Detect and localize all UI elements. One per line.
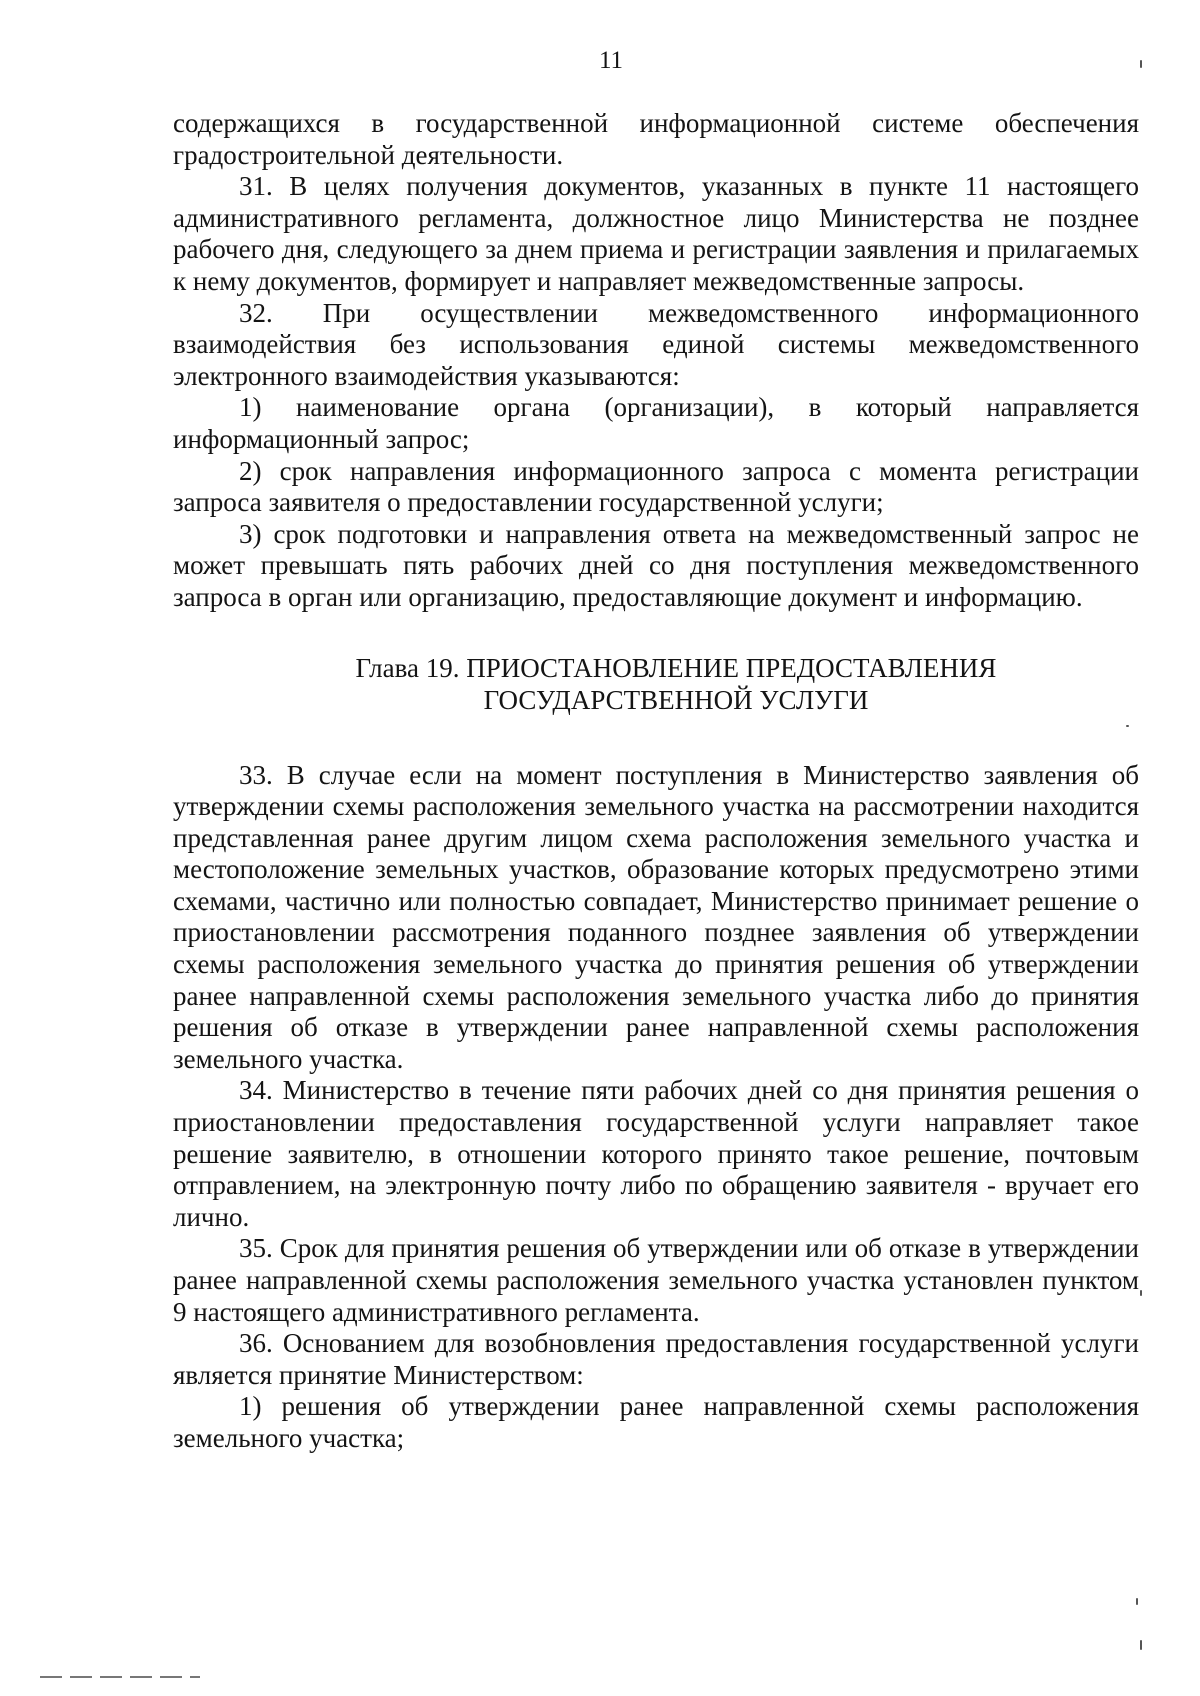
paragraph-33: 33. В случае если на момент поступления в Министерство заявления об утверждении схемы расположения земельного участка на рассмотрении находится представленная ранее другим лицом схема расположения земельного участка и местоположение земельных участков, образование которых предусмотрено этими схемами, частично или полностью совпадает, Министерство принимает решение о приостановлении рассмотрения поданного позднее заявления об утверждении схемы расположения земельного участка до принятия решения об утверждении ранее направленной схемы расположения земельного участка либо до принятия решения об отказе в утверждении ранее направленной схемы расположения земельного участка. (173, 759, 1139, 1074)
scan-footer-line (40, 1676, 200, 1678)
scan-artifact (1140, 60, 1142, 68)
paragraph-36: 36. Основанием для возобновления предоставления государственной услуги является принятие Министерством: (173, 1328, 1139, 1390)
list-item-32-2: 2) срок направления информационного запроса с момента регистрации запроса заявителя о предоставлении государственной услуги; (173, 455, 1139, 518)
list-item-32-1: 1) наименование органа (организации), в который направляется информационный запрос; (173, 392, 1139, 454)
scan-artifact (1136, 1598, 1138, 1605)
paragraph-31: 31. В целях получения документов, указанных в пункте 11 настоящего административного регламента, должностное лицо Министерства не позднее рабочего дня, следующего за днем приема и регистрации заявления и прилагаемых к нему документов, формирует и направляет межведомственные запросы. (173, 171, 1139, 296)
chapter-heading-line-1: Глава 19. ПРИОСТАНОВЛЕНИЕ ПРЕДОСТАВЛЕНИЯ (355, 652, 997, 683)
scan-artifact (1126, 725, 1129, 727)
scan-artifact (1140, 1640, 1142, 1650)
document-body (173, 108, 1139, 1455)
page-number: 11 (598, 47, 624, 74)
scan-artifact (1140, 1290, 1142, 1296)
chapter-heading-line-2: ГОСУДАРСТВЕННОЙ УСЛУГИ (483, 684, 869, 715)
list-item-32-3: 3) срок подготовки и направления ответа на межведомственный запрос не может превышать пять рабочих дней со дня поступления межведомственного запроса в орган или организацию, предоставляющие документ и информацию. (173, 518, 1139, 612)
paragraph-32: 32. При осуществлении межведомственного информационного взаимодействия без использования единой системы межведомственного электронного взаимодействия указываются: (173, 297, 1139, 391)
chapter-heading (173, 652, 1139, 716)
list-item-36-1: 1) решения об утверждении ранее направленной схемы расположения земельного участка; (173, 1391, 1139, 1453)
paragraph-34: 34. Министерство в течение пяти рабочих дней со дня принятия решения о приостановлении предоставления государственной услуги направляет такое решение заявителю, в отношении которого принято такое решение, почтовым отправлением, на электронную почту либо по обращению заявителя - вручает его лично. (173, 1075, 1139, 1232)
paragraph-continuation: содержащихся в государственной информационной системе обеспечения градостроительной деятельности. (173, 108, 1139, 170)
paragraph-35: 35. Срок для принятия решения об утверждении или об отказе в утверждении ранее направленной схемы расположения земельного участка установлен пунктом 9 настоящего административного регламента. (173, 1233, 1139, 1327)
